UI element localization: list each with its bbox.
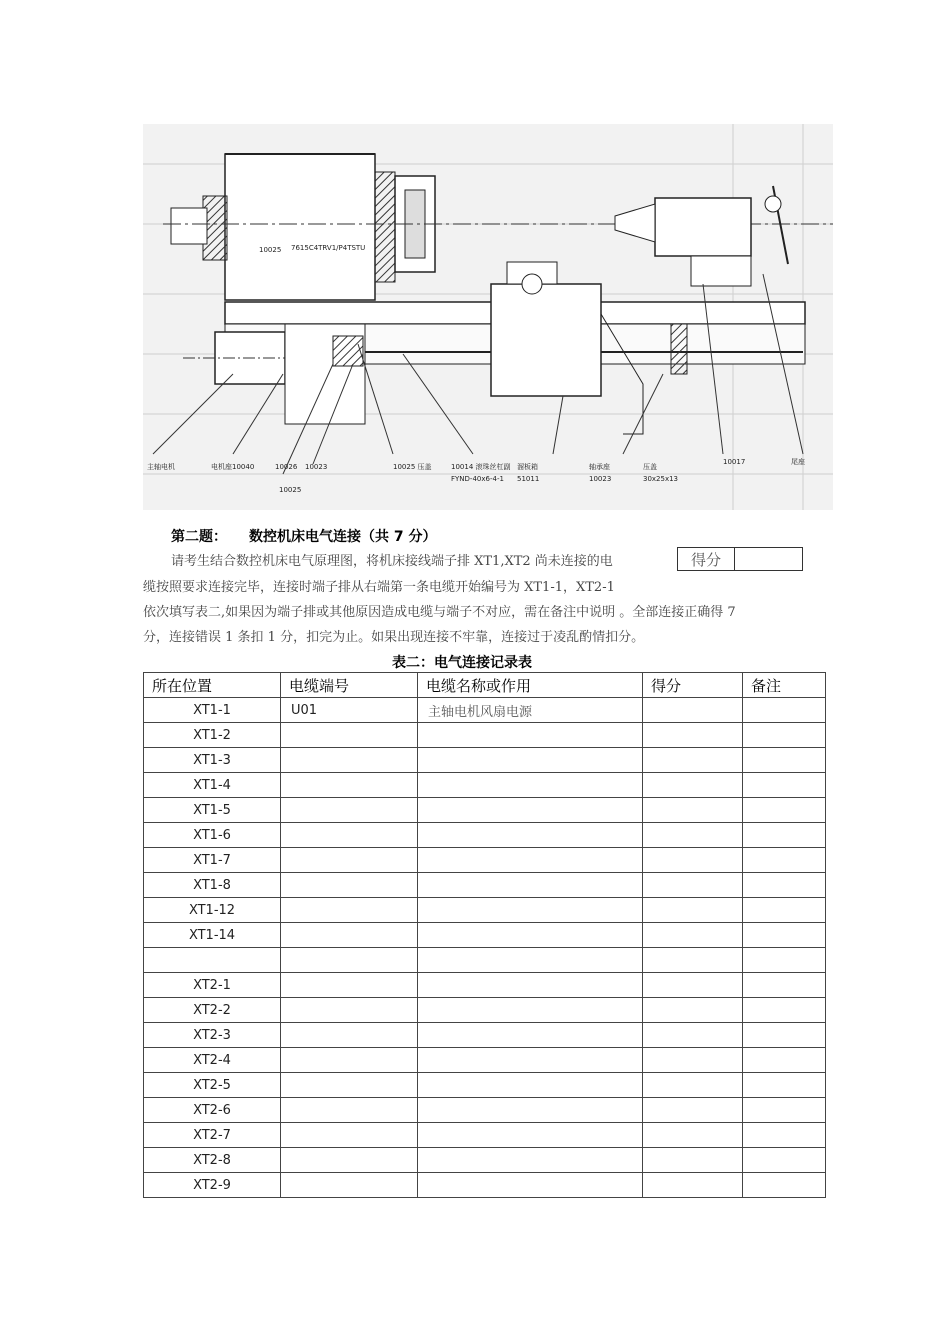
table-row	[144, 998, 826, 1023]
cell-score[interactable]	[643, 698, 743, 723]
svg-text:30x25x13: 30x25x13	[643, 475, 679, 483]
connection-record-table	[143, 672, 826, 1198]
cell-position: XT2-3	[144, 1023, 281, 1048]
cell-remarks[interactable]	[743, 1098, 826, 1123]
cell-remarks[interactable]	[743, 1173, 826, 1198]
instruction-line-1: 请考生结合数控机床电气原理图，将机床接线端子排 XT1,XT2 尚未连接的电	[171, 554, 613, 569]
table-row	[144, 1123, 826, 1148]
cell-cable-number[interactable]	[281, 973, 418, 998]
cell-score[interactable]	[643, 773, 743, 798]
svg-text:10017: 10017	[723, 458, 746, 466]
cell-cable-name[interactable]	[418, 1148, 643, 1173]
cell-cable-name[interactable]	[418, 948, 643, 973]
cell-cable-name[interactable]	[418, 823, 643, 848]
table-row	[144, 873, 826, 898]
cell-remarks[interactable]	[743, 748, 826, 773]
cell-position: XT1-12	[144, 898, 281, 923]
score-label: 得分	[678, 548, 735, 570]
table-row	[144, 1023, 826, 1048]
instruction-line-4: 分，连接错误 1 条扣 1 分，扣完为止。如果出现连接不牢靠，连接过于凌乱酌情扣分。	[143, 630, 645, 645]
header-remarks: 备注	[743, 673, 826, 698]
cell-score[interactable]	[643, 898, 743, 923]
cell-position: XT1-1	[144, 698, 281, 723]
cell-remarks[interactable]	[743, 948, 826, 973]
cell-position: XT2-4	[144, 1048, 281, 1073]
cell-position: XT2-8	[144, 1148, 281, 1173]
svg-text:轴承座: 轴承座	[589, 463, 610, 471]
cell-position: XT1-4	[144, 773, 281, 798]
cell-remarks[interactable]	[743, 698, 826, 723]
svg-text:尾座: 尾座	[791, 458, 805, 466]
svg-text:10026: 10026	[275, 463, 298, 471]
cell-cable-number[interactable]	[281, 923, 418, 948]
cell-score[interactable]	[643, 798, 743, 823]
table-header-row	[144, 673, 826, 698]
cell-position: XT1-8	[144, 873, 281, 898]
section-subtitle: 数控机床电气连接（共 7 分）	[249, 529, 437, 545]
cell-remarks[interactable]	[743, 998, 826, 1023]
cell-position: XT1-5	[144, 798, 281, 823]
cell-cable-number[interactable]	[281, 1023, 418, 1048]
cell-position	[144, 948, 281, 973]
svg-text:51011: 51011	[517, 475, 540, 483]
instruction-line-2: 缆按照要求连接完毕，连接时端子排从右端第一条电缆开始编号为 XT1-1，XT2-1	[143, 580, 615, 595]
cell-cable-name[interactable]	[418, 873, 643, 898]
cell-remarks[interactable]	[743, 1148, 826, 1173]
table-row	[144, 748, 826, 773]
cell-score[interactable]	[643, 1173, 743, 1198]
cell-score[interactable]	[643, 873, 743, 898]
lathe-drawing-svg	[143, 124, 833, 510]
cell-cable-number[interactable]	[281, 1098, 418, 1123]
table-row	[144, 723, 826, 748]
cell-score[interactable]	[643, 748, 743, 773]
table-row	[144, 923, 826, 948]
table-row	[144, 1048, 826, 1073]
cell-score[interactable]	[643, 723, 743, 748]
cell-cable-number[interactable]	[281, 848, 418, 873]
svg-text:7615C4TRV1/P4TSTU: 7615C4TRV1/P4TSTU	[291, 244, 366, 252]
cell-score[interactable]	[643, 998, 743, 1023]
cell-remarks[interactable]	[743, 1048, 826, 1073]
cell-cable-number[interactable]	[281, 898, 418, 923]
cell-cable-name[interactable]	[418, 1023, 643, 1048]
table-title: 表二：电气连接记录表	[392, 655, 532, 671]
cell-cable-number[interactable]	[281, 1123, 418, 1148]
cell-position: XT1-2	[144, 723, 281, 748]
svg-text:10025: 10025	[259, 246, 282, 254]
table-row	[144, 1073, 826, 1098]
cell-cable-name[interactable]	[418, 1098, 643, 1123]
table-row	[144, 948, 826, 973]
cell-cable-number[interactable]	[281, 773, 418, 798]
cell-position: XT2-1	[144, 973, 281, 998]
cell-position: XT1-3	[144, 748, 281, 773]
svg-text:10023: 10023	[305, 463, 328, 471]
instruction-line-3: 依次填写表二,如果因为端子排或其他原因造成电缆与端子不对应，需在备注中说明 。全部连接正确得 7	[143, 605, 736, 620]
svg-text:溜板箱: 溜板箱	[517, 463, 538, 471]
cell-cable-name[interactable]	[418, 848, 643, 873]
cell-cable-number[interactable]	[281, 1148, 418, 1173]
svg-text:FYND-40x6-4-1: FYND-40x6-4-1	[451, 475, 504, 483]
cell-position: XT1-14	[144, 923, 281, 948]
cell-remarks[interactable]	[743, 773, 826, 798]
cell-cable-name[interactable]	[418, 1173, 643, 1198]
svg-text:压盖: 压盖	[643, 463, 657, 471]
table-row	[144, 773, 826, 798]
cell-cable-name[interactable]	[418, 773, 643, 798]
table-row	[144, 1173, 826, 1198]
cell-position: XT2-6	[144, 1098, 281, 1123]
cell-cable-number[interactable]	[281, 723, 418, 748]
table-row	[144, 898, 826, 923]
cell-score[interactable]	[643, 1098, 743, 1123]
score-value-field[interactable]	[735, 548, 802, 570]
cell-score[interactable]	[643, 923, 743, 948]
svg-text:10014 滚珠丝杠副: 10014 滚珠丝杠副	[451, 463, 511, 471]
cell-cable-number[interactable]	[281, 1173, 418, 1198]
lathe-drawing	[143, 124, 833, 510]
table-row	[144, 973, 826, 998]
cell-cable-number[interactable]	[281, 873, 418, 898]
table-row	[144, 1148, 826, 1173]
svg-text:10023: 10023	[589, 475, 612, 483]
cell-cable-number[interactable]	[281, 823, 418, 848]
cell-cable-name[interactable]	[418, 973, 643, 998]
cell-score[interactable]	[643, 1048, 743, 1073]
cell-score[interactable]	[643, 973, 743, 998]
header-score: 得分	[643, 673, 743, 698]
cell-cable-name[interactable]	[418, 723, 643, 748]
cell-remarks[interactable]	[743, 1023, 826, 1048]
cell-cable-name[interactable]	[418, 898, 643, 923]
cell-cable-name[interactable]: 主轴电机风扇电源	[418, 698, 643, 723]
cell-remarks[interactable]	[743, 848, 826, 873]
cell-cable-number[interactable]	[281, 798, 418, 823]
cell-score[interactable]	[643, 1123, 743, 1148]
cell-score[interactable]	[643, 1073, 743, 1098]
cell-position: XT2-5	[144, 1073, 281, 1098]
cell-remarks[interactable]	[743, 723, 826, 748]
cell-remarks[interactable]	[743, 973, 826, 998]
cell-score[interactable]	[643, 948, 743, 973]
cell-remarks[interactable]	[743, 923, 826, 948]
cell-cable-name[interactable]	[418, 923, 643, 948]
cell-score[interactable]	[643, 823, 743, 848]
cell-cable-name[interactable]	[418, 1123, 643, 1148]
cell-remarks[interactable]	[743, 798, 826, 823]
table-row	[144, 1098, 826, 1123]
cell-remarks[interactable]	[743, 1123, 826, 1148]
table-row	[144, 798, 826, 823]
cell-remarks[interactable]	[743, 823, 826, 848]
cell-score[interactable]	[643, 1023, 743, 1048]
svg-text:主轴电机: 主轴电机	[147, 463, 175, 471]
cell-cable-name[interactable]	[418, 1073, 643, 1098]
cell-position: XT2-9	[144, 1173, 281, 1198]
cell-position: XT1-6	[144, 823, 281, 848]
table-row	[144, 848, 826, 873]
cell-remarks[interactable]	[743, 1073, 826, 1098]
cell-cable-number[interactable]	[281, 948, 418, 973]
cell-score[interactable]	[643, 848, 743, 873]
svg-text:10025: 10025	[279, 486, 302, 494]
cell-cable-number[interactable]	[281, 1048, 418, 1073]
cell-cable-name[interactable]	[418, 1048, 643, 1073]
section-heading	[171, 526, 437, 546]
cell-cable-number[interactable]	[281, 748, 418, 773]
cell-cable-number[interactable]: U01	[281, 698, 418, 723]
header-position: 所在位置	[144, 673, 281, 698]
score-box	[677, 547, 803, 571]
cell-position: XT1-7	[144, 848, 281, 873]
cell-position: XT2-7	[144, 1123, 281, 1148]
cell-remarks[interactable]	[743, 898, 826, 923]
header-cable-name: 电缆名称或作用	[418, 673, 643, 698]
svg-text:10025 压盖: 10025 压盖	[393, 463, 432, 471]
cell-cable-name[interactable]	[418, 748, 643, 773]
cell-cable-number[interactable]	[281, 1073, 418, 1098]
cell-position: XT2-2	[144, 998, 281, 1023]
cell-score[interactable]	[643, 1148, 743, 1173]
svg-text:电机座10040: 电机座10040	[211, 463, 255, 471]
table-row	[144, 823, 826, 848]
header-cable-number: 电缆端号	[281, 673, 418, 698]
cell-cable-name[interactable]	[418, 798, 643, 823]
section-title: 第二题：	[171, 529, 227, 545]
cell-remarks[interactable]	[743, 873, 826, 898]
table-row	[144, 698, 826, 723]
cell-cable-number[interactable]	[281, 998, 418, 1023]
cell-cable-name[interactable]	[418, 998, 643, 1023]
